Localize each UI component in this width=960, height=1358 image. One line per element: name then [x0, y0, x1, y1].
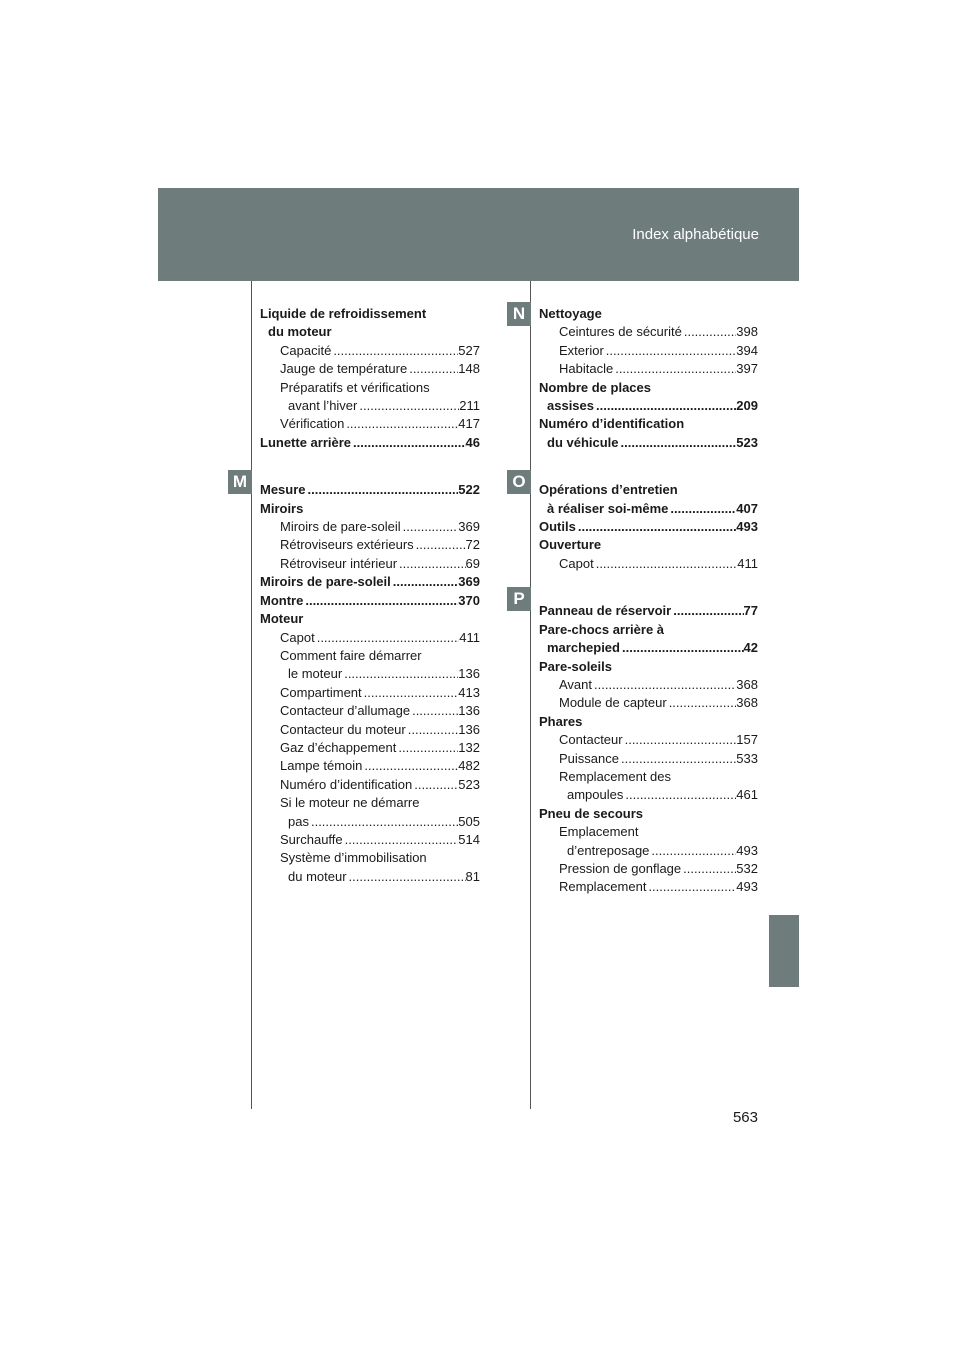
- index-entry-heading: Pneu de secours: [539, 805, 644, 821]
- index-subentry: Système d’immobilisation: [280, 850, 427, 866]
- letter-tab-p: P: [507, 587, 531, 611]
- index-subentry: Ceintures de sécurité ..... 398: [539, 323, 758, 341]
- index-subentry: Puissance ..... 533: [539, 750, 758, 768]
- index-subentry: Lampe témoin ..... 482: [260, 757, 480, 775]
- index-subentry-cont: d’entreposage ..... 493: [539, 842, 758, 860]
- index-subentry-cont: le moteur ..... 136: [260, 665, 480, 683]
- header-bar: [158, 188, 799, 281]
- index-entry-heading: Moteur: [260, 611, 304, 627]
- index-subentry: Contacteur ..... 157: [539, 731, 758, 749]
- page-number: 563: [732, 1109, 758, 1126]
- index-entry-cont: assises ..... 209: [539, 397, 758, 415]
- index-subentry: Exterior ..... 394: [539, 342, 758, 360]
- column-divider-left: [251, 281, 252, 1109]
- letter-tab-m: M: [228, 470, 252, 494]
- index-subentry-cont: du moteur ..... 81: [260, 868, 480, 886]
- index-entry-heading-cont: du moteur: [268, 324, 332, 340]
- index-entry-heading: Opérations d’entretien: [539, 482, 678, 498]
- index-subentry: Habitacle ..... 397: [539, 360, 758, 378]
- index-subentry: Avant ..... 368: [539, 676, 758, 694]
- column-divider-right: [530, 281, 531, 1109]
- header-title: Index alphabétique: [632, 226, 759, 243]
- index-entry: Montre ..... 370: [260, 592, 480, 610]
- index-entry-heading: Ouverture: [539, 537, 602, 553]
- index-subentry: Rétroviseurs extérieurs ..... 72: [260, 536, 480, 554]
- index-subentry: Préparatifs et vérifications: [280, 379, 430, 395]
- section-tab: [769, 915, 799, 987]
- index-subentry: Compartiment ..... 413: [260, 684, 480, 702]
- index-subentry: Surchauffe ..... 514: [260, 831, 480, 849]
- index-subentry: Remplacement ..... 493: [539, 878, 758, 896]
- index-subentry: Gaz d’échappement ..... 132: [260, 739, 480, 757]
- index-column-right: [539, 305, 758, 897]
- index-entry-heading: Liquide de refroidissement: [260, 306, 427, 321]
- index-subentry: Pression de gonflage ..... 532: [539, 860, 758, 878]
- index-entry-heading: Pare-chocs arrière à: [539, 621, 665, 637]
- letter-tab-n: N: [507, 302, 531, 326]
- index-entry-heading: Numéro d’identification: [539, 416, 685, 432]
- index-subentry-cont: pas ..... 505: [260, 813, 480, 831]
- index-entry-cont: à réaliser soi-même ..... 407: [539, 500, 758, 518]
- index-subentry: Jauge de température ..... 148: [260, 360, 480, 378]
- index-entry: Miroirs de pare-soleil ..... 369: [260, 573, 480, 591]
- index-subentry: Emplacement: [559, 824, 639, 840]
- index-entry: Mesure ..... 522: [260, 481, 480, 499]
- index-column-left: [260, 305, 480, 886]
- index-subentry: Vérification ..... 417: [260, 415, 480, 433]
- index-subentry: Contacteur du moteur ..... 136: [260, 721, 480, 739]
- index-subentry: Comment faire démarrer: [280, 647, 422, 663]
- index-subentry: Numéro d’identification ..... 523: [260, 776, 480, 794]
- index-entry-heading: Nettoyage: [539, 306, 602, 321]
- index-subentry-cont: avant l’hiver ..... 211: [260, 397, 480, 415]
- index-entry-heading: Phares: [539, 713, 583, 729]
- index-entry: Lunette arrière ..... 46: [260, 434, 480, 452]
- index-subentry: Capacité ..... 527: [260, 342, 480, 360]
- index-entry-cont: du véhicule ..... 523: [539, 434, 758, 452]
- index-subentry: Contacteur d’allumage ..... 136: [260, 702, 480, 720]
- index-entry: Outils ..... 493: [539, 518, 758, 536]
- index-entry: Panneau de réservoir ..... 77: [539, 602, 758, 620]
- index-subentry: Capot ..... 411: [260, 629, 480, 647]
- index-subentry: Remplacement des: [559, 768, 671, 784]
- index-entry-heading: Miroirs: [260, 500, 304, 516]
- index-subentry: Rétroviseur intérieur ..... 69: [260, 555, 480, 573]
- index-entry-cont: marchepied ..... 42: [539, 639, 758, 657]
- index-subentry: Miroirs de pare-soleil ..... 369: [260, 518, 480, 536]
- index-subentry: Module de capteur ..... 368: [539, 694, 758, 712]
- index-subentry: Capot ..... 411: [539, 555, 758, 573]
- index-entry-heading: Nombre de places: [539, 379, 651, 395]
- index-subentry-cont: ampoules ..... 461: [539, 786, 758, 804]
- index-entry-heading: Pare-soleils: [539, 658, 612, 674]
- index-subentry: Si le moteur ne démarre: [280, 795, 420, 811]
- letter-tab-o: O: [507, 470, 531, 494]
